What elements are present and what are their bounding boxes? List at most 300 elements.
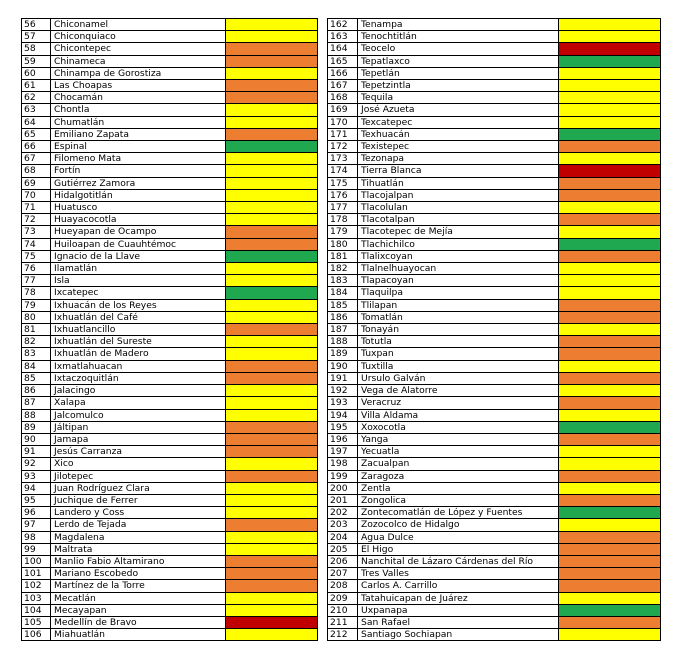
- status-swatch: [559, 446, 661, 458]
- table-row: [328, 360, 661, 372]
- table-row: [22, 409, 318, 421]
- municipality-name: Chontla: [51, 104, 226, 116]
- table-row: [328, 92, 661, 104]
- table-row: [22, 287, 318, 299]
- status-swatch: [559, 433, 661, 445]
- row-number: 101: [22, 568, 51, 580]
- status-swatch: [226, 214, 318, 226]
- table-row: [22, 421, 318, 433]
- status-swatch: [559, 397, 661, 409]
- municipality-name: Hidalgotitlán: [51, 189, 226, 201]
- row-number: 171: [328, 128, 358, 140]
- municipality-name: Zongolica: [358, 494, 559, 506]
- row-number: 76: [22, 263, 51, 275]
- row-number: 100: [22, 555, 51, 567]
- status-swatch: [226, 336, 318, 348]
- municipality-name: Tezonapa: [358, 153, 559, 165]
- status-swatch: [559, 580, 661, 592]
- municipality-name: Vega de Alatorre: [358, 385, 559, 397]
- row-number: 71: [22, 202, 51, 214]
- status-swatch: [559, 299, 661, 311]
- municipality-name: Xoxocotla: [358, 421, 559, 433]
- table-row: [22, 189, 318, 201]
- table-row: [22, 360, 318, 372]
- municipality-name: Chiconquiaco: [51, 31, 226, 43]
- status-swatch: [559, 104, 661, 116]
- municipality-name: Tres Valles: [358, 568, 559, 580]
- status-swatch: [226, 580, 318, 592]
- status-swatch: [559, 629, 661, 641]
- municipality-name: Villa Aldama: [358, 409, 559, 421]
- table-row: [22, 580, 318, 592]
- municipality-name: Tierra Blanca: [358, 165, 559, 177]
- row-number: 203: [328, 519, 358, 531]
- municipality-name: Zozocolco de Hidalgo: [358, 519, 559, 531]
- row-number: 75: [22, 250, 51, 262]
- right-table-body: [328, 19, 661, 641]
- row-number: 185: [328, 299, 358, 311]
- table-row: [22, 616, 318, 628]
- municipality-name: Tlacotalpan: [358, 214, 559, 226]
- municipality-name: José Azueta: [358, 104, 559, 116]
- municipality-name: Tlalnelhuayocan: [358, 263, 559, 275]
- status-swatch: [226, 507, 318, 519]
- row-number: 80: [22, 311, 51, 323]
- table-row: [22, 543, 318, 555]
- municipality-name: Jalacingo: [51, 385, 226, 397]
- row-number: 210: [328, 604, 358, 616]
- status-swatch: [226, 92, 318, 104]
- municipality-name: Las Choapas: [51, 80, 226, 92]
- status-swatch: [559, 507, 661, 519]
- status-swatch: [559, 165, 661, 177]
- status-swatch: [226, 128, 318, 140]
- row-number: 165: [328, 55, 358, 67]
- table-row: [22, 92, 318, 104]
- municipality-name: Texistepec: [358, 141, 559, 153]
- table-row: [22, 604, 318, 616]
- table-row: [328, 555, 661, 567]
- status-swatch: [226, 238, 318, 250]
- municipality-name: Juan Rodríguez Clara: [51, 482, 226, 494]
- municipality-name: Chinameca: [51, 55, 226, 67]
- municipality-name: Tenampa: [358, 19, 559, 31]
- table-row: [22, 446, 318, 458]
- table-row: [328, 543, 661, 555]
- table-row: [22, 67, 318, 79]
- table-row: [328, 421, 661, 433]
- municipality-name: Chinampa de Gorostiza: [51, 67, 226, 79]
- status-swatch: [559, 385, 661, 397]
- municipality-table-right: [327, 18, 661, 641]
- table-row: [22, 568, 318, 580]
- table-row: [22, 324, 318, 336]
- municipality-name: Hueyapan de Ocampo: [51, 226, 226, 238]
- status-swatch: [226, 470, 318, 482]
- municipality-name: Zentla: [358, 482, 559, 494]
- status-swatch: [226, 482, 318, 494]
- municipality-name: Jáltipan: [51, 421, 226, 433]
- municipality-name: Tlachichilco: [358, 238, 559, 250]
- table-row: [22, 128, 318, 140]
- table-row: [328, 263, 661, 275]
- row-number: 83: [22, 348, 51, 360]
- table-row: [328, 385, 661, 397]
- row-number: 204: [328, 531, 358, 543]
- row-number: 63: [22, 104, 51, 116]
- row-number: 197: [328, 446, 358, 458]
- row-number: 90: [22, 433, 51, 445]
- table-row: [22, 336, 318, 348]
- row-number: 99: [22, 543, 51, 555]
- row-number: 180: [328, 238, 358, 250]
- status-swatch: [226, 177, 318, 189]
- municipality-name: Juchique de Ferrer: [51, 494, 226, 506]
- municipality-name: Tlalixcoyan: [358, 250, 559, 262]
- row-number: 67: [22, 153, 51, 165]
- table-row: [328, 568, 661, 580]
- status-swatch: [559, 568, 661, 580]
- row-number: 187: [328, 324, 358, 336]
- table-row: [22, 433, 318, 445]
- status-swatch: [559, 80, 661, 92]
- municipality-name: Maltrata: [51, 543, 226, 555]
- status-swatch: [559, 458, 661, 470]
- row-number: 62: [22, 92, 51, 104]
- municipality-name: Manlio Fabio Altamirano: [51, 555, 226, 567]
- row-number: 68: [22, 165, 51, 177]
- municipality-name: Tomatlán: [358, 311, 559, 323]
- table-row: [22, 116, 318, 128]
- table-row: [328, 55, 661, 67]
- municipality-name: Huiloapan de Cuauhtémoc: [51, 238, 226, 250]
- table-row: [22, 250, 318, 262]
- status-swatch: [559, 604, 661, 616]
- status-swatch: [226, 299, 318, 311]
- status-swatch: [559, 92, 661, 104]
- row-number: 183: [328, 275, 358, 287]
- status-swatch: [559, 189, 661, 201]
- status-swatch: [226, 409, 318, 421]
- table-row: [328, 397, 661, 409]
- municipality-name: Santiago Sochiapan: [358, 629, 559, 641]
- row-number: 199: [328, 470, 358, 482]
- table-row: [22, 507, 318, 519]
- row-number: 73: [22, 226, 51, 238]
- table-row: [22, 385, 318, 397]
- table-row: [328, 494, 661, 506]
- row-number: 97: [22, 519, 51, 531]
- status-swatch: [226, 616, 318, 628]
- municipality-name: Yecuatla: [358, 446, 559, 458]
- table-row: [22, 470, 318, 482]
- status-swatch: [226, 604, 318, 616]
- status-swatch: [559, 555, 661, 567]
- table-row: [22, 263, 318, 275]
- table-row: [328, 324, 661, 336]
- table-row: [22, 104, 318, 116]
- table-row: [22, 141, 318, 153]
- municipality-name: Lerdo de Tejada: [51, 519, 226, 531]
- municipality-name: Yanga: [358, 433, 559, 445]
- status-swatch: [226, 592, 318, 604]
- status-swatch: [226, 421, 318, 433]
- municipality-name: Tlaquilpa: [358, 287, 559, 299]
- row-number: 69: [22, 177, 51, 189]
- status-swatch: [226, 189, 318, 201]
- table-row: [22, 31, 318, 43]
- status-swatch: [559, 67, 661, 79]
- status-swatch: [559, 202, 661, 214]
- municipality-name: Emiliano Zapata: [51, 128, 226, 140]
- status-swatch: [559, 141, 661, 153]
- row-number: 188: [328, 336, 358, 348]
- municipality-name: Martínez de la Torre: [51, 580, 226, 592]
- municipality-name: Tuxtilla: [358, 360, 559, 372]
- municipality-name: Landero y Coss: [51, 507, 226, 519]
- row-number: 89: [22, 421, 51, 433]
- row-number: 93: [22, 470, 51, 482]
- status-swatch: [226, 153, 318, 165]
- status-swatch: [226, 531, 318, 543]
- status-swatch: [559, 324, 661, 336]
- status-swatch: [226, 80, 318, 92]
- status-swatch: [559, 348, 661, 360]
- status-swatch: [559, 592, 661, 604]
- row-number: 58: [22, 43, 51, 55]
- municipality-name: Huayacocotla: [51, 214, 226, 226]
- table-row: [328, 153, 661, 165]
- status-swatch: [226, 543, 318, 555]
- table-row: [328, 446, 661, 458]
- table-row: [22, 177, 318, 189]
- table-row: [328, 287, 661, 299]
- row-number: 198: [328, 458, 358, 470]
- table-row: [328, 580, 661, 592]
- status-swatch: [559, 372, 661, 384]
- row-number: 169: [328, 104, 358, 116]
- row-number: 66: [22, 141, 51, 153]
- table-row: [328, 214, 661, 226]
- municipality-name: Teocelo: [358, 43, 559, 55]
- status-swatch: [226, 494, 318, 506]
- municipality-name: Ixtaczoquitlán: [51, 372, 226, 384]
- table-row: [328, 409, 661, 421]
- table-row: [328, 531, 661, 543]
- row-number: 88: [22, 409, 51, 421]
- row-number: 167: [328, 80, 358, 92]
- municipality-name: Chocamán: [51, 92, 226, 104]
- status-swatch: [226, 67, 318, 79]
- left-table-body: [22, 19, 318, 641]
- municipality-name: Fortín: [51, 165, 226, 177]
- status-swatch: [559, 482, 661, 494]
- row-number: 170: [328, 116, 358, 128]
- table-row: [22, 299, 318, 311]
- status-swatch: [559, 263, 661, 275]
- municipality-name: Ilamatlán: [51, 263, 226, 275]
- row-number: 179: [328, 226, 358, 238]
- table-row: [22, 238, 318, 250]
- row-number: 172: [328, 141, 358, 153]
- municipality-name: Chiconamel: [51, 19, 226, 31]
- row-number: 74: [22, 238, 51, 250]
- row-number: 191: [328, 372, 358, 384]
- row-number: 82: [22, 336, 51, 348]
- municipality-name: Ignacio de la Llave: [51, 250, 226, 262]
- municipality-name: Texhuacán: [358, 128, 559, 140]
- status-swatch: [559, 287, 661, 299]
- status-swatch: [559, 128, 661, 140]
- status-swatch: [226, 250, 318, 262]
- municipality-name: Zacualpan: [358, 458, 559, 470]
- municipality-name: Chicontepec: [51, 43, 226, 55]
- status-swatch: [226, 311, 318, 323]
- row-number: 86: [22, 385, 51, 397]
- municipality-name: Filomeno Mata: [51, 153, 226, 165]
- row-number: 105: [22, 616, 51, 628]
- municipality-name: Ixcatepec: [51, 287, 226, 299]
- table-row: [328, 116, 661, 128]
- status-swatch: [226, 397, 318, 409]
- row-number: 196: [328, 433, 358, 445]
- status-swatch: [226, 458, 318, 470]
- row-number: 65: [22, 128, 51, 140]
- status-swatch: [559, 226, 661, 238]
- row-number: 209: [328, 592, 358, 604]
- row-number: 79: [22, 299, 51, 311]
- row-number: 168: [328, 92, 358, 104]
- table-row: [22, 55, 318, 67]
- status-swatch: [559, 421, 661, 433]
- municipality-name: Isla: [51, 275, 226, 287]
- municipality-name: Mecatlán: [51, 592, 226, 604]
- row-number: 104: [22, 604, 51, 616]
- table-row: [22, 226, 318, 238]
- status-swatch: [559, 616, 661, 628]
- table-row: [328, 604, 661, 616]
- row-number: 98: [22, 531, 51, 543]
- status-swatch: [559, 336, 661, 348]
- municipality-name: Zaragoza: [358, 470, 559, 482]
- municipality-name: Tepatlaxco: [358, 55, 559, 67]
- table-row: [328, 128, 661, 140]
- row-number: 189: [328, 348, 358, 360]
- table-row: [22, 629, 318, 641]
- table-row: [22, 555, 318, 567]
- municipality-name: Xico: [51, 458, 226, 470]
- row-number: 103: [22, 592, 51, 604]
- status-swatch: [226, 165, 318, 177]
- row-number: 85: [22, 372, 51, 384]
- row-number: 56: [22, 19, 51, 31]
- row-number: 106: [22, 629, 51, 641]
- row-number: 178: [328, 214, 358, 226]
- table-row: [22, 592, 318, 604]
- row-number: 57: [22, 31, 51, 43]
- row-number: 194: [328, 409, 358, 421]
- municipality-name: Ixhuatlancillo: [51, 324, 226, 336]
- status-swatch: [226, 555, 318, 567]
- municipality-name: El Higo: [358, 543, 559, 555]
- status-swatch: [226, 263, 318, 275]
- row-number: 177: [328, 202, 358, 214]
- table-row: [22, 397, 318, 409]
- table-row: [328, 202, 661, 214]
- municipality-name: Ixmatlahuacan: [51, 360, 226, 372]
- table-row: [328, 250, 661, 262]
- table-row: [328, 275, 661, 287]
- status-swatch: [559, 55, 661, 67]
- row-number: 96: [22, 507, 51, 519]
- municipality-name: Tihuatlán: [358, 177, 559, 189]
- status-swatch: [559, 177, 661, 189]
- row-number: 174: [328, 165, 358, 177]
- status-swatch: [226, 275, 318, 287]
- status-swatch: [559, 409, 661, 421]
- table-row: [22, 494, 318, 506]
- status-swatch: [559, 43, 661, 55]
- row-number: 87: [22, 397, 51, 409]
- table-row: [328, 629, 661, 641]
- table-row: [328, 458, 661, 470]
- status-swatch: [226, 372, 318, 384]
- municipality-name: Zontecomatlán de López y Fuentes: [358, 507, 559, 519]
- status-swatch: [226, 116, 318, 128]
- row-number: 81: [22, 324, 51, 336]
- table-row: [328, 519, 661, 531]
- table-row: [328, 616, 661, 628]
- status-swatch: [226, 141, 318, 153]
- municipality-name: Tlacotepec de Mejía: [358, 226, 559, 238]
- row-number: 102: [22, 580, 51, 592]
- table-row: [22, 165, 318, 177]
- municipality-name: Jesús Carranza: [51, 446, 226, 458]
- table-row: [328, 189, 661, 201]
- municipality-name: Gutiérrez Zamora: [51, 177, 226, 189]
- municipality-name: Tenochtitlán: [358, 31, 559, 43]
- municipality-name: Jamapa: [51, 433, 226, 445]
- row-number: 186: [328, 311, 358, 323]
- table-row: [22, 348, 318, 360]
- status-swatch: [226, 568, 318, 580]
- table-row: [22, 202, 318, 214]
- municipality-name: Miahuatlán: [51, 629, 226, 641]
- municipality-table-left: [21, 18, 318, 641]
- municipality-name: Xalapa: [51, 397, 226, 409]
- status-swatch: [226, 385, 318, 397]
- table-row: [22, 311, 318, 323]
- municipality-name: Ixhuatlán del Sureste: [51, 336, 226, 348]
- municipality-name: Jalcomulco: [51, 409, 226, 421]
- table-row: [328, 372, 661, 384]
- row-number: 175: [328, 177, 358, 189]
- row-number: 84: [22, 360, 51, 372]
- table-row: [328, 19, 661, 31]
- status-swatch: [559, 360, 661, 372]
- status-swatch: [559, 470, 661, 482]
- municipality-name: Tatahuicapan de Juárez: [358, 592, 559, 604]
- row-number: 192: [328, 385, 358, 397]
- row-number: 181: [328, 250, 358, 262]
- municipality-name: Nanchital de Lázaro Cárdenas del Río: [358, 555, 559, 567]
- status-swatch: [226, 446, 318, 458]
- status-swatch: [226, 348, 318, 360]
- status-swatch: [559, 238, 661, 250]
- municipality-name: Mariano Escobedo: [51, 568, 226, 580]
- row-number: 207: [328, 568, 358, 580]
- status-swatch: [559, 311, 661, 323]
